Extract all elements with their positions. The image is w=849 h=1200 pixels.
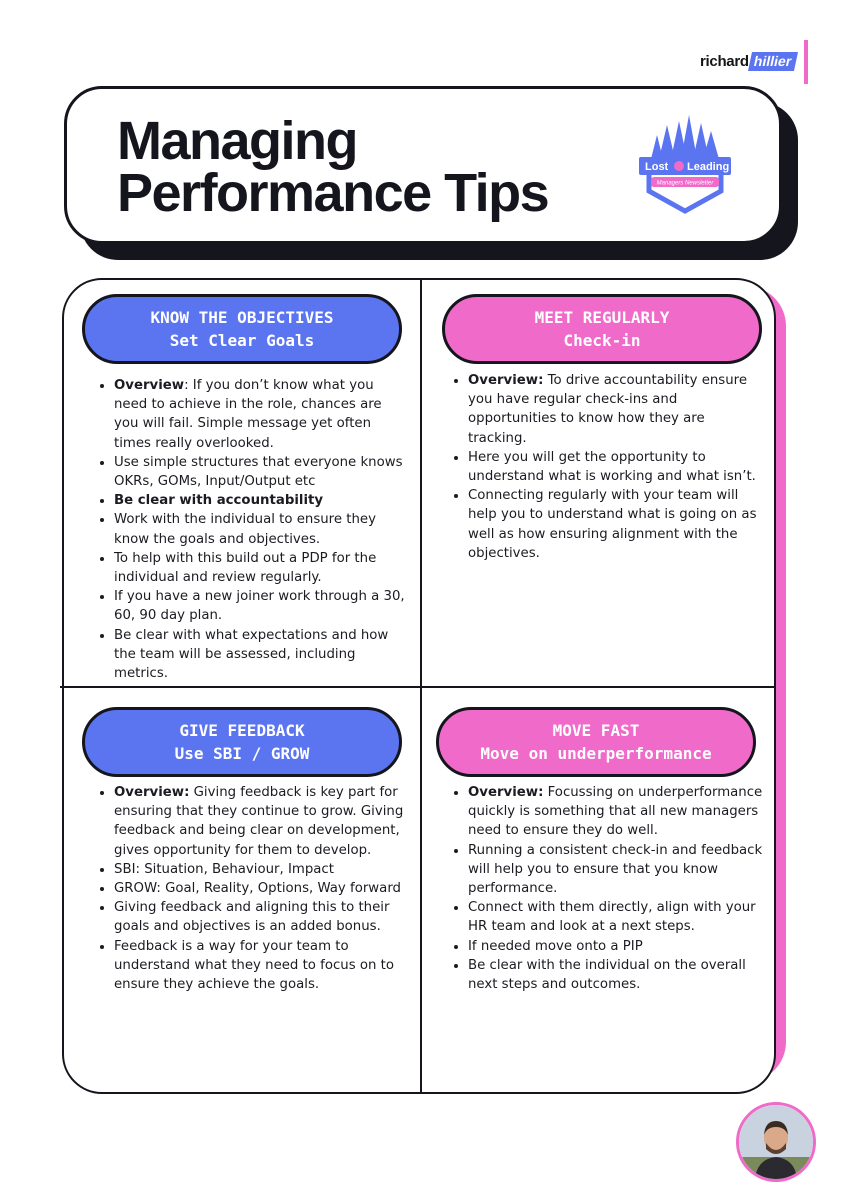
bullet-item-text: : If you don’t know what you need to achieve in the role, chances are you will fail. Simple message yet often times really overlooked. [114,378,382,451]
bullet-item-text: GROW: Goal, Reality, Options, Way forward [114,881,401,897]
brand-name-first: richard [700,53,749,70]
person-avatar-icon [739,1105,813,1179]
bullet-item-text: SBI: Situation, Behaviour, Impact [114,861,334,877]
forest-icon [651,115,719,159]
bullet-item [114,626,406,684]
bullet-item-text: To drive accountability ensure you have regular check-ins and opportunities to know how they are tracking. [468,373,748,446]
bullet-item-text: Be clear with what expectations and how the team will be assessed, including metrics. [114,627,389,682]
bullet-list-know-objectives [86,376,406,683]
bullet-item [114,898,406,936]
bullet-item [468,448,760,486]
bullet-item-text: If you have a new joiner work through a 30, 60, 90 day plan. [114,589,405,624]
bullet-item-text: Connect with them directly, align with your HR team and look at a next steps. [468,900,756,935]
title-card [64,86,782,244]
brand-name-second: hillier [748,52,798,71]
section-title: MOVE FAST [552,721,640,740]
bullet-item [468,841,764,899]
page-title [117,111,549,223]
section-subtitle: Set Clear Goals [169,331,315,350]
section-subtitle: Move on underperformance [480,744,712,763]
bullet-item [468,371,760,448]
bullet-item-bold: Be clear with accountability [114,493,324,509]
section-subtitle: Use SBI / GROW [174,744,310,763]
bullet-item [114,587,406,625]
section-title: GIVE FEEDBACK [179,721,305,740]
badge-word-lost: Lost [645,161,669,173]
bullet-item-text: If needed move onto a PIP [468,938,643,954]
bullet-item-bold: Overview: [468,373,544,388]
bullet-item [114,879,406,898]
section-header-meet-regularly [442,294,762,364]
bullet-item-text: Work with the individual to ensure they know the goals and objectives. [114,512,376,547]
bullet-item-text: Be clear with the individual on the overall next steps and outcomes. [468,957,746,993]
author-avatar [736,1102,816,1182]
bullet-item-text: Connecting regularly with your team will help you to understand what is going on as well as how ensuring alignment with the objectives. [468,488,757,561]
bullet-item [114,376,406,453]
bullet-list-meet-regularly [440,371,760,563]
brand-accent-bar [804,40,808,84]
bullet-item-bold: Overview: [114,785,190,800]
title-line-2: Performance Tips [117,163,549,223]
section-subtitle: Check-in [563,331,641,350]
section-header-move-fast [436,707,756,777]
brand-logo [700,52,796,71]
title-line-1: Managing [117,111,357,171]
bullet-item-text: Here you will get the opportunity to understand what is working and what isn’t. [468,449,756,485]
bullet-item [468,937,764,956]
newsletter-badge-logo [637,113,733,217]
badge-dot-icon [674,161,684,171]
bullet-item-text: Running a consistent check-in and feedback will help you to ensure that you know performance. [468,842,763,897]
bullet-item [468,783,764,841]
badge-caption: Managers Newsletter [656,180,714,187]
bullet-item [468,898,764,936]
bullet-item-text: Feedback is a way for your team to understand what they need to focus on to ensure they achieve the goals. [114,938,395,993]
bullet-item [114,549,406,587]
section-title: MEET REGULARLY [534,308,670,327]
tips-grid [62,278,776,1094]
bullet-item [114,491,406,510]
bullet-item [114,937,406,995]
bullet-item [468,486,760,563]
bullet-item-bold: Overview: [468,785,544,800]
bullet-item [114,860,406,879]
bullet-item [468,956,764,994]
badge-word-leading: Leading [687,161,730,173]
bullet-item [114,510,406,548]
bullet-item-text: To help with this build out a PDP for the individual and review regularly. [114,550,377,586]
grid-divider-horizontal [60,686,774,688]
bullet-item-text: Use simple structures that everyone knows OKRs, GOMs, Input/Output etc [114,454,403,490]
bullet-item-text: Giving feedback and aligning this to their goals and objectives is an added bonus. [114,900,390,935]
bullet-item-bold: Overview [114,378,185,393]
section-header-know-objectives [82,294,402,364]
section-header-give-feedback [82,707,402,777]
bullet-item [114,453,406,491]
section-title: KNOW THE OBJECTIVES [150,308,334,327]
bullet-list-move-fast [440,783,764,994]
bullet-item [114,783,406,860]
bullet-item-text: Focussing on underperformance quickly is something that all new managers need to ensure they do well. [468,785,763,839]
bullet-list-give-feedback [86,783,406,994]
bullet-item-text: Giving feedback is key part for ensuring that they continue to grow. Giving feedback and being clear on development, gives opportunity for them to develop. [114,785,404,858]
